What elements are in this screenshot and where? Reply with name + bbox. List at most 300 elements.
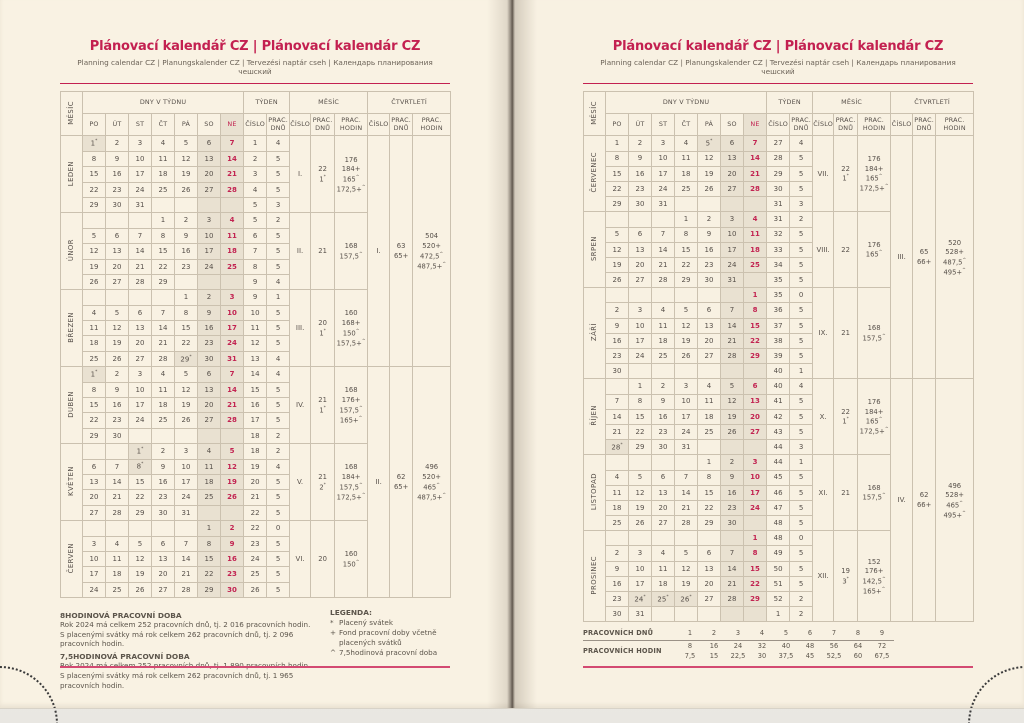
day-cell: 25 (152, 182, 175, 197)
day-cell: 26 (675, 349, 698, 364)
legend-symbol-fund: + (330, 628, 337, 638)
column-header-ne: NE (744, 114, 767, 136)
week-number-cell: 44 (767, 455, 790, 470)
day-cell: 1* (83, 136, 106, 151)
day-cell: 28 (675, 516, 698, 531)
day-cell (698, 197, 721, 212)
week-workdays-cell: 4 (267, 459, 290, 474)
month-number-cell: X. (813, 379, 834, 455)
day-cell: 10 (83, 551, 106, 566)
legend-text: Fond pracovní doby včetně placených svátků (339, 628, 437, 647)
planning-table-h2-slot (583, 91, 973, 622)
page-subtitle: Planning calendar CZ | Planungskalender CZ | Tervezési naptár cseh | Календарь планирования чешский (600, 58, 956, 77)
day-cell: 28 (721, 592, 744, 607)
day-cell: 15 (198, 551, 221, 566)
day-cell: 21 (221, 398, 244, 413)
week-number-cell: 36 (767, 303, 790, 318)
week-number-cell: 43 (767, 424, 790, 439)
day-cell: 5 (629, 470, 652, 485)
day-cell (606, 288, 629, 303)
day-cell: 28 (221, 413, 244, 428)
month-workhours-cell: 176 184+ 165^ 172,5+^ (858, 379, 891, 455)
day-cell: 30 (198, 351, 221, 366)
column-group-month: MĚSÍC (290, 92, 368, 114)
day-cell (698, 607, 721, 622)
day-cell: 16 (106, 398, 129, 413)
week-workdays-cell: 4 (267, 274, 290, 289)
day-cell: 4 (221, 213, 244, 228)
worktime-sections (60, 608, 322, 690)
day-cell: 24 (629, 349, 652, 364)
day-cell: 14 (106, 474, 129, 489)
day-cell: 25 (152, 413, 175, 428)
day-cell: 2 (106, 367, 129, 382)
column-header-ne: NE (221, 114, 244, 136)
day-cell (629, 288, 652, 303)
month-name-cell: KVĚTEN (61, 444, 83, 521)
day-cell: 27 (698, 349, 721, 364)
page-stack-edge (0, 708, 1024, 709)
day-cell: 8 (175, 305, 198, 320)
day-cell: 11 (698, 394, 721, 409)
day-cell: 13 (744, 394, 767, 409)
day-cell (83, 444, 106, 459)
day-cell: 12 (698, 151, 721, 166)
day-cell: 26 (175, 182, 198, 197)
day-cell (675, 531, 698, 546)
week-workdays-cell: 2 (790, 592, 813, 607)
day-cell: 29 (152, 274, 175, 289)
day-cell (675, 197, 698, 212)
day-cell (152, 197, 175, 212)
workhours-8h-value: 24 (733, 642, 743, 650)
column-header-st: ST (129, 114, 152, 136)
day-cell: 29 (629, 440, 652, 455)
month-workdays-cell: 21 (311, 213, 335, 290)
day-cell: 22 (675, 257, 698, 272)
section-title-8h: 8HODINOVÁ PRACOVNÍ DOBA (60, 611, 182, 620)
week-number-cell: 38 (767, 333, 790, 348)
page-subtitle: Planning calendar CZ | Planungskalender CZ | Tervezési naptár cseh | Календарь планирования чешский (77, 58, 433, 77)
day-cell: 18 (652, 576, 675, 591)
week-workdays-cell: 0 (790, 288, 813, 303)
week-number-cell: 14 (244, 367, 267, 382)
week-workdays-cell: 5 (790, 151, 813, 166)
day-cell: 23 (606, 349, 629, 364)
day-cell: 27 (652, 516, 675, 531)
day-cell (744, 607, 767, 622)
week-workdays-cell: 3 (790, 197, 813, 212)
day-cell: 9 (698, 227, 721, 242)
day-cell: 5 (606, 227, 629, 242)
week-workdays-cell: 5 (267, 305, 290, 320)
week-workdays-cell: 5 (267, 551, 290, 566)
month-workdays-cell: 21 (834, 288, 858, 379)
column-header-quarter-prac-dnu: PRAC. DNŮ (390, 114, 413, 136)
day-cell: 10 (721, 227, 744, 242)
day-cell: 23 (698, 257, 721, 272)
day-cell: 13 (198, 151, 221, 166)
day-cell: 3 (83, 536, 106, 551)
day-cell: 12 (629, 485, 652, 500)
column-header-month-cislo: ČÍSLO (290, 114, 311, 136)
day-cell: 27 (106, 274, 129, 289)
month-number-cell: IX. (813, 288, 834, 379)
day-cell: 30 (106, 428, 129, 443)
week-workdays-cell: 5 (267, 244, 290, 259)
day-cell: 19 (675, 576, 698, 591)
week-row (584, 379, 974, 394)
day-cell: 15 (83, 398, 106, 413)
day-cell: 8 (744, 546, 767, 561)
day-cell: 6 (198, 136, 221, 151)
day-cell: 11 (221, 228, 244, 243)
day-cell: 23 (106, 182, 129, 197)
week-number-cell: 35 (767, 288, 790, 303)
week-workdays-cell: 5 (790, 394, 813, 409)
day-cell: 22 (698, 500, 721, 515)
day-cell: 16 (629, 166, 652, 181)
day-cell (175, 521, 198, 536)
day-cell: 11 (106, 551, 129, 566)
month-name-cell: PROSINEC (584, 531, 606, 622)
page-right-content (583, 39, 973, 660)
day-cell: 4 (152, 367, 175, 382)
day-cell: 24 (129, 413, 152, 428)
day-cell (129, 521, 152, 536)
legend-item (330, 648, 450, 657)
week-workdays-cell: 3 (790, 440, 813, 455)
column-group-week: TÝDEN (767, 92, 813, 114)
month-name-cell: ZÁŘÍ (584, 288, 606, 379)
day-cell: 12 (221, 459, 244, 474)
workhours-8h-row (583, 641, 894, 652)
week-number-cell: 49 (767, 546, 790, 561)
day-cell: 5* (698, 136, 721, 151)
day-cell: 29 (606, 197, 629, 212)
day-cell: 6 (198, 367, 221, 382)
day-cell: 9 (606, 318, 629, 333)
day-cell: 21 (721, 333, 744, 348)
week-workdays-cell: 5 (267, 182, 290, 197)
week-workdays-cell: 5 (790, 181, 813, 196)
week-number-cell: 46 (767, 485, 790, 500)
week-workdays-cell: 5 (267, 259, 290, 274)
day-cell: 15 (175, 321, 198, 336)
month-workdays-cell: 22 1* (834, 379, 858, 455)
column-header-út: ÚT (106, 114, 129, 136)
month-name-cell: BŘEZEN (61, 290, 83, 367)
week-number-cell: 40 (767, 379, 790, 394)
day-cell: 8 (198, 536, 221, 551)
day-cell: 28 (152, 351, 175, 366)
day-cell: 17 (129, 167, 152, 182)
workdays-hours-table-slot (583, 628, 894, 661)
workdays-value: 7 (822, 628, 846, 641)
bottom-accent-rule (583, 666, 973, 668)
day-cell: 3 (221, 290, 244, 305)
day-cell: 19 (175, 167, 198, 182)
day-cell: 19 (83, 259, 106, 274)
title-rule (60, 83, 450, 85)
week-workdays-cell: 2 (267, 428, 290, 443)
week-number-cell: 24 (244, 551, 267, 566)
week-workdays-cell: 5 (790, 546, 813, 561)
legend-title: LEGENDA: (330, 608, 373, 617)
day-cell: 29 (83, 428, 106, 443)
day-cell: 13 (629, 242, 652, 257)
legend (330, 608, 450, 690)
week-number-cell: 10 (244, 305, 267, 320)
day-cell (175, 428, 198, 443)
day-cell (629, 212, 652, 227)
workdays-value: 4 (750, 628, 774, 641)
week-workdays-cell: 1 (790, 364, 813, 379)
planning-table-h1-slot (60, 91, 450, 598)
day-cell: 16 (106, 167, 129, 182)
column-header-st: ST (652, 114, 675, 136)
day-cell: 29* (175, 351, 198, 366)
day-cell: 27 (129, 351, 152, 366)
column-header-quarter-prac-hodin: PRAC. HODIN (413, 114, 451, 136)
week-number-cell: 39 (767, 349, 790, 364)
month-workhours-cell: 176 184+ 165^ 172,5+^ (858, 136, 891, 212)
week-workdays-cell: 5 (267, 413, 290, 428)
day-cell: 19 (629, 500, 652, 515)
day-cell: 13 (83, 474, 106, 489)
day-cell: 20 (652, 500, 675, 515)
day-cell: 19 (698, 166, 721, 181)
page-right (512, 0, 1024, 708)
day-cell: 11 (606, 485, 629, 500)
month-workhours-cell: 168 176+ 157,5^ 165+^ (335, 367, 368, 444)
week-workdays-cell: 4 (790, 379, 813, 394)
column-group-quarter: ČTVRTLETÍ (368, 92, 451, 114)
day-cell: 27 (698, 592, 721, 607)
week-number-cell: 1 (244, 136, 267, 151)
day-cell: 2 (198, 290, 221, 305)
day-cell: 18 (675, 166, 698, 181)
day-cell: 4 (698, 379, 721, 394)
day-cell: 19 (675, 333, 698, 348)
title-rule (583, 83, 973, 85)
day-cell: 20 (198, 167, 221, 182)
week-number-cell: 31 (767, 212, 790, 227)
day-cell (652, 531, 675, 546)
day-cell (129, 428, 152, 443)
day-cell: 7 (221, 367, 244, 382)
day-cell: 20 (129, 336, 152, 351)
day-cell (698, 531, 721, 546)
workhours-8h-value: 32 (757, 642, 767, 650)
day-cell: 14 (652, 242, 675, 257)
week-workdays-cell: 5 (267, 321, 290, 336)
day-cell: 6 (152, 536, 175, 551)
day-cell: 17 (721, 242, 744, 257)
day-cell: 21 (221, 167, 244, 182)
day-cell: 9 (629, 151, 652, 166)
day-cell: 24 (83, 582, 106, 597)
week-workdays-cell: 5 (267, 167, 290, 182)
table-header-row (584, 114, 974, 136)
day-cell: 26* (675, 592, 698, 607)
day-cell: 13 (698, 561, 721, 576)
day-cell: 26 (83, 274, 106, 289)
day-cell: 9 (606, 561, 629, 576)
day-cell: 3 (629, 303, 652, 318)
week-number-cell: 40 (767, 364, 790, 379)
day-cell (675, 364, 698, 379)
day-cell: 16 (721, 485, 744, 500)
day-cell: 22 (175, 336, 198, 351)
day-cell (106, 444, 129, 459)
day-cell: 28* (606, 440, 629, 455)
day-cell: 10 (675, 394, 698, 409)
day-cell: 8 (698, 470, 721, 485)
day-cell: 4 (744, 212, 767, 227)
day-cell: 21 (152, 336, 175, 351)
week-number-cell: 16 (244, 398, 267, 413)
day-cell (721, 197, 744, 212)
day-cell: 1 (675, 212, 698, 227)
quarter-workhours-cell: 496 528+ 465^ 495+^ (936, 379, 974, 622)
quarter-workhours-cell: 504 520+ 472,5^ 487,5+^ (413, 136, 451, 367)
day-cell: 16 (152, 474, 175, 489)
month-workhours-cell: 152 176+ 142,5^ 165+^ (858, 531, 891, 622)
day-cell: 3 (744, 455, 767, 470)
legend-symbol-7-5h: ^ (330, 648, 337, 658)
day-cell: 31 (175, 505, 198, 520)
day-cell: 6 (721, 136, 744, 151)
day-cell (629, 531, 652, 546)
day-cell: 2 (698, 212, 721, 227)
day-cell: 23 (221, 567, 244, 582)
day-cell: 2 (652, 379, 675, 394)
day-cell (721, 531, 744, 546)
day-cell: 17 (198, 244, 221, 259)
week-workdays-cell: 5 (790, 333, 813, 348)
week-workdays-cell: 5 (267, 474, 290, 489)
day-cell: 9 (198, 305, 221, 320)
day-cell: 25 (744, 257, 767, 272)
day-cell (198, 428, 221, 443)
month-name-cell: ÚNOR (61, 213, 83, 290)
day-cell (175, 197, 198, 212)
day-cell: 20 (721, 166, 744, 181)
week-number-cell: 34 (767, 257, 790, 272)
week-row (584, 136, 974, 151)
day-cell: 9 (721, 470, 744, 485)
day-cell (106, 290, 129, 305)
column-header-pá: PÁ (175, 114, 198, 136)
day-cell: 5 (721, 379, 744, 394)
day-cell: 31 (629, 607, 652, 622)
day-cell: 26 (106, 351, 129, 366)
day-cell: 27 (744, 424, 767, 439)
day-cell: 29 (744, 592, 767, 607)
day-cell: 10 (198, 228, 221, 243)
week-workdays-cell: 5 (790, 227, 813, 242)
table-header-group-row (584, 92, 974, 114)
day-cell: 22 (198, 567, 221, 582)
day-cell (221, 428, 244, 443)
day-cell: 20 (698, 333, 721, 348)
workhours-label: PRACOVNÍCH HODIN (583, 647, 662, 655)
day-cell: 7 (175, 536, 198, 551)
day-cell: 13 (198, 382, 221, 397)
day-cell: 15 (606, 166, 629, 181)
column-header-quarter-cislo: ČÍSLO (891, 114, 913, 136)
day-cell: 4 (652, 546, 675, 561)
day-cell: 22 (606, 181, 629, 196)
day-cell: 7 (721, 303, 744, 318)
day-cell: 19 (606, 257, 629, 272)
week-workdays-cell: 5 (790, 500, 813, 515)
day-cell: 10 (652, 151, 675, 166)
column-header-week-cislo: ČÍSLO (244, 114, 267, 136)
day-cell: 11 (652, 561, 675, 576)
column-header-so: SO (198, 114, 221, 136)
day-cell (606, 531, 629, 546)
month-number-cell: I. (290, 136, 311, 213)
day-cell: 12 (675, 318, 698, 333)
week-number-cell: 29 (767, 166, 790, 181)
day-cell: 2 (221, 521, 244, 536)
day-cell: 15 (744, 561, 767, 576)
section-line: Rok 2024 má celkem 252 pracovních dnů, tj. 2 016 pracovních hodin. (60, 620, 311, 629)
month-workdays-cell: 21 1* (311, 367, 335, 444)
day-cell: 27 (83, 505, 106, 520)
day-cell: 6 (629, 227, 652, 242)
day-cell: 6 (698, 303, 721, 318)
day-cell: 8 (606, 151, 629, 166)
day-cell: 8 (675, 227, 698, 242)
day-cell: 15 (629, 409, 652, 424)
workdays-value: 3 (726, 628, 750, 641)
column-header-so: SO (721, 114, 744, 136)
column-header-po: PO (83, 114, 106, 136)
day-cell: 22 (83, 182, 106, 197)
day-cell: 17 (83, 567, 106, 582)
table-header-row (61, 114, 451, 136)
day-cell (83, 213, 106, 228)
day-cell: 19 (129, 567, 152, 582)
day-cell: 6 (83, 459, 106, 474)
day-cell: 3 (652, 136, 675, 151)
day-cell: 23 (652, 424, 675, 439)
day-cell: 3 (629, 546, 652, 561)
column-header-month-prac-dnu: PRAC. DNŮ (834, 114, 858, 136)
week-number-cell: 9 (244, 274, 267, 289)
day-cell: 12 (606, 242, 629, 257)
week-workdays-cell: 5 (267, 228, 290, 243)
month-number-cell: III. (290, 290, 311, 367)
day-cell (652, 364, 675, 379)
week-number-cell: 15 (244, 382, 267, 397)
day-cell: 25 (221, 259, 244, 274)
day-cell: 26 (629, 516, 652, 531)
workhours-75h-value: 52,5 (826, 652, 842, 660)
day-cell: 21 (652, 257, 675, 272)
quarter-number-cell: IV. (891, 379, 913, 622)
day-cell: 7 (106, 459, 129, 474)
day-cell: 12 (721, 394, 744, 409)
week-number-cell: 51 (767, 576, 790, 591)
day-cell: 25 (83, 351, 106, 366)
day-cell: 9 (652, 394, 675, 409)
workhours-75h-value: 22,5 (730, 652, 746, 660)
day-cell: 31 (675, 440, 698, 455)
